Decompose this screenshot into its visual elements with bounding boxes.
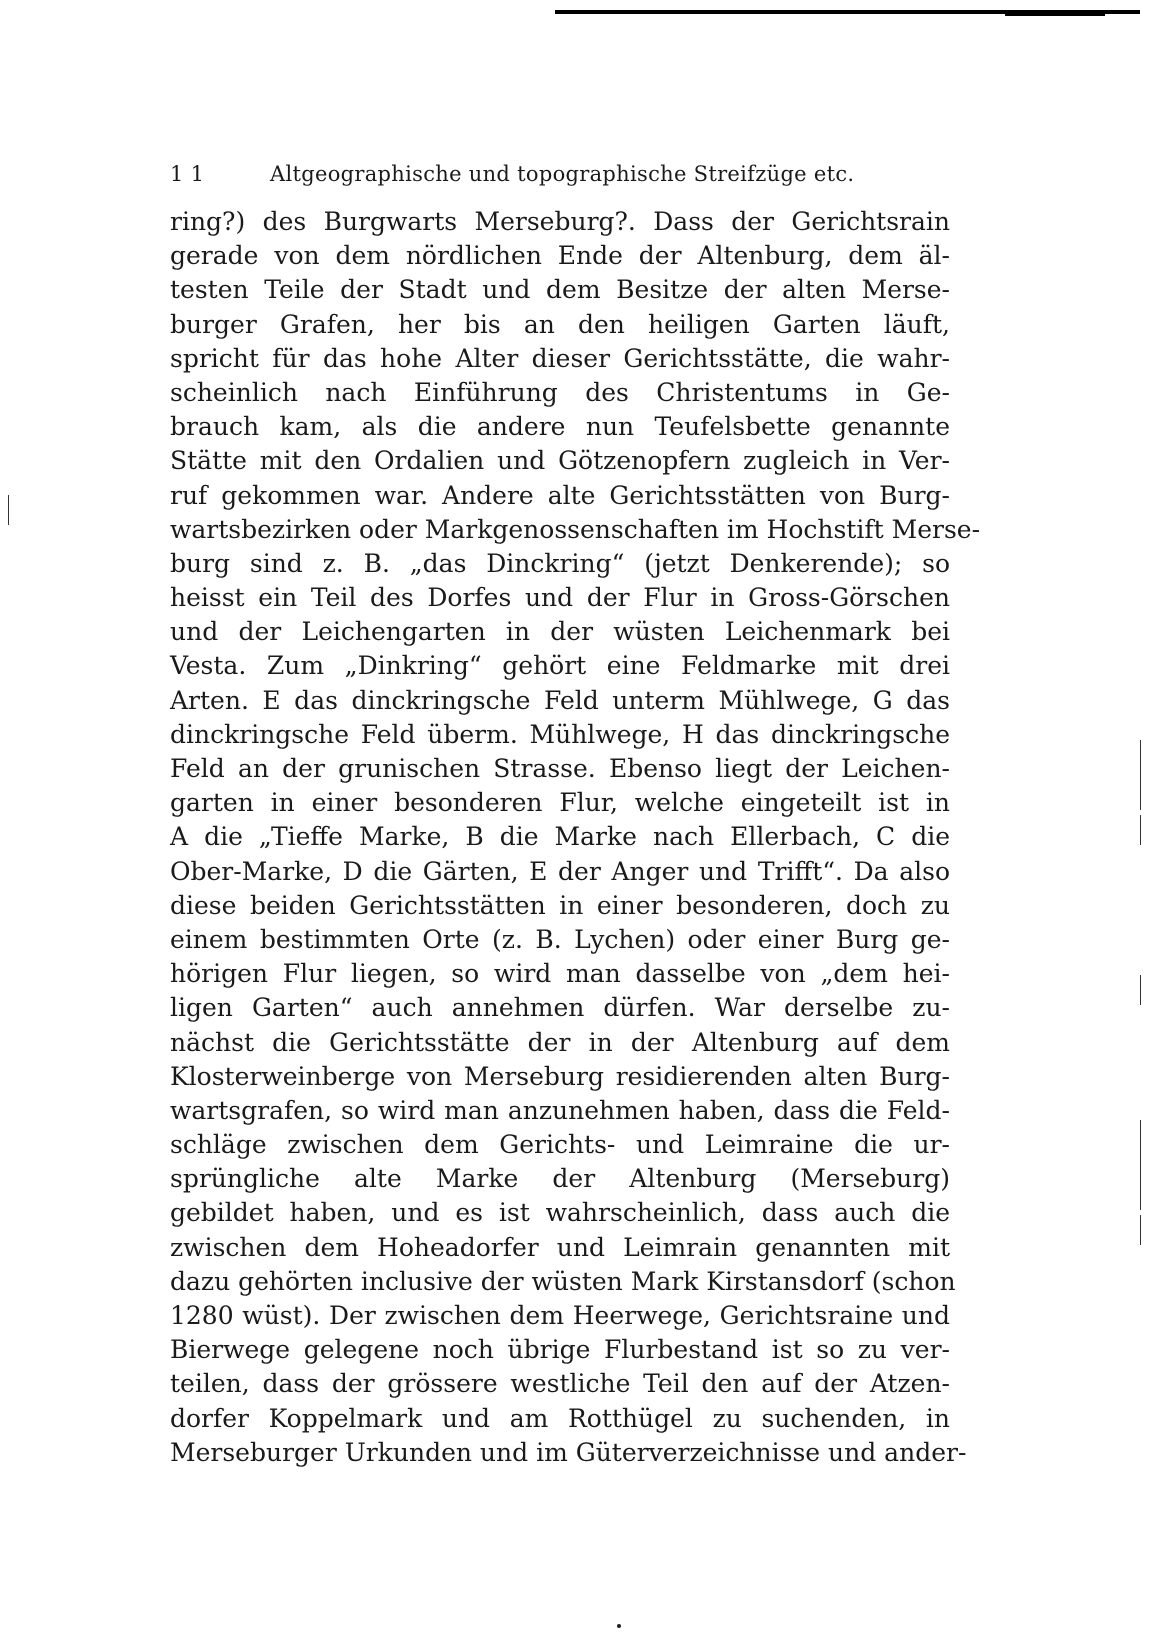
text-line: Merseburger Urkunden und im Güterverzeichnisse und ander- (170, 1437, 967, 1467)
text-line: burg sind z. B. „das Dinckring“ (jetzt Denkerende); so (170, 548, 950, 578)
text-line: ligen Garten“ auch annehmen dürfen. War derselbe zu- (170, 993, 950, 1023)
margin-mark (1140, 815, 1141, 845)
text-line: gerade von dem nördlichen Ende der Altenburg, dem äl- (170, 241, 950, 271)
text-line: sprüngliche alte Marke der Altenburg (Merseburg) (170, 1164, 950, 1194)
text-line: gebildet haben, und es ist wahrscheinlich, dass auch die (170, 1198, 950, 1228)
margin-mark (8, 495, 9, 525)
text-line: diese beiden Gerichtsstätten in einer besonderen, doch zu (170, 890, 950, 920)
text-line: und der Leichengarten in der wüsten Leichenmark bei (170, 617, 950, 647)
text-line: 1280 wüst). Der zwischen dem Heerwege, Gerichtsraine und (170, 1301, 950, 1330)
text-line: heisst ein Teil des Dorfes und der Flur in Gross-Görschen (170, 583, 950, 613)
top-rule-tail (1005, 14, 1105, 16)
text-line: zwischen dem Hoheadorfer und Leimrain genannten mit (170, 1232, 950, 1262)
text-line: Vesta. Zum „Dinkring“ gehört eine Feldmarke mit drei (170, 651, 950, 681)
text-line: wartsbezirken oder Markgenossenschaften im Hochstift Merse- (170, 514, 981, 544)
text-line: einem bestimmten Orte (z. B. Lychen) oder einer Burg ge- (170, 924, 950, 954)
text-line: nächst die Gerichtsstätte der in der Altenburg auf dem (170, 1027, 950, 1057)
text-line: wartsgrafen, so wird man anzunehmen haben, dass die Feld- (170, 1095, 950, 1125)
text-line: Arten. E das dinckringsche Feld unterm Mühlwege, G das (170, 685, 950, 715)
running-title: Altgeographische und topographische Streifzüge etc. (270, 162, 855, 186)
text-line: Klosterweinberge von Merseburg residierenden alten Burg- (170, 1061, 950, 1091)
text-line: A die „Tieffe Marke, B die Marke nach Ellerbach, C die (170, 822, 950, 852)
text-line: Feld an der grunischen Strasse. Ebenso liegt der Leichen- (170, 754, 950, 783)
text-line: ring?) des Burgwarts Merseburg?. Dass der Gerichtsrain (170, 207, 950, 236)
text-line: Bierwege gelegene noch übrige Flurbestand ist so zu ver- (170, 1335, 950, 1365)
body-text (170, 205, 981, 1470)
text-line: brauch kam, als die andere nun Teufelsbette genannte (170, 412, 950, 442)
margin-mark (1140, 740, 1141, 810)
text-line: ruf gekommen war. Andere alte Gerichtsstätten von Burg- (170, 480, 950, 510)
margin-mark (1140, 975, 1141, 1005)
text-line: testen Teile der Stadt und dem Besitze der alten Merse- (170, 275, 950, 305)
margin-mark (1140, 1215, 1141, 1245)
scan-speck (617, 1624, 621, 1628)
text-line: garten in einer besonderen Flur, welche eingeteilt ist in (170, 788, 950, 818)
text-line: Ober-Marke, D die Gärten, E der Anger und Trifft“. Da also (170, 856, 950, 886)
page-number: 1 1 (170, 162, 205, 186)
margin-mark (1140, 1120, 1141, 1210)
text-line: scheinlich nach Einführung des Christentums in Ge- (170, 377, 950, 407)
text-line: burger Grafen, her bis an den heiligen Garten läuft, (170, 309, 950, 339)
text-line: spricht für das hohe Alter dieser Gerichtsstätte, die wahr- (170, 343, 950, 373)
page-header (170, 162, 950, 192)
text-line: Stätte mit den Ordalien und Götzenopfern zugleich in Ver- (170, 446, 950, 476)
text-line: schläge zwischen dem Gerichts- und Leimraine die ur- (170, 1130, 950, 1160)
text-line: dazu gehörten inclusive der wüsten Mark Kirstansdorf (schon (170, 1266, 956, 1296)
text-line: dorfer Koppelmark und am Rotthügel zu suchenden, in (170, 1403, 950, 1433)
text-line: teilen, dass der grössere westliche Teil den auf der Atzen- (170, 1369, 950, 1399)
text-line: hörigen Flur liegen, so wird man dasselbe von „dem hei- (170, 959, 950, 989)
text-line: dinckringsche Feld überm. Mühlwege, H das dinckringsche (170, 719, 950, 749)
